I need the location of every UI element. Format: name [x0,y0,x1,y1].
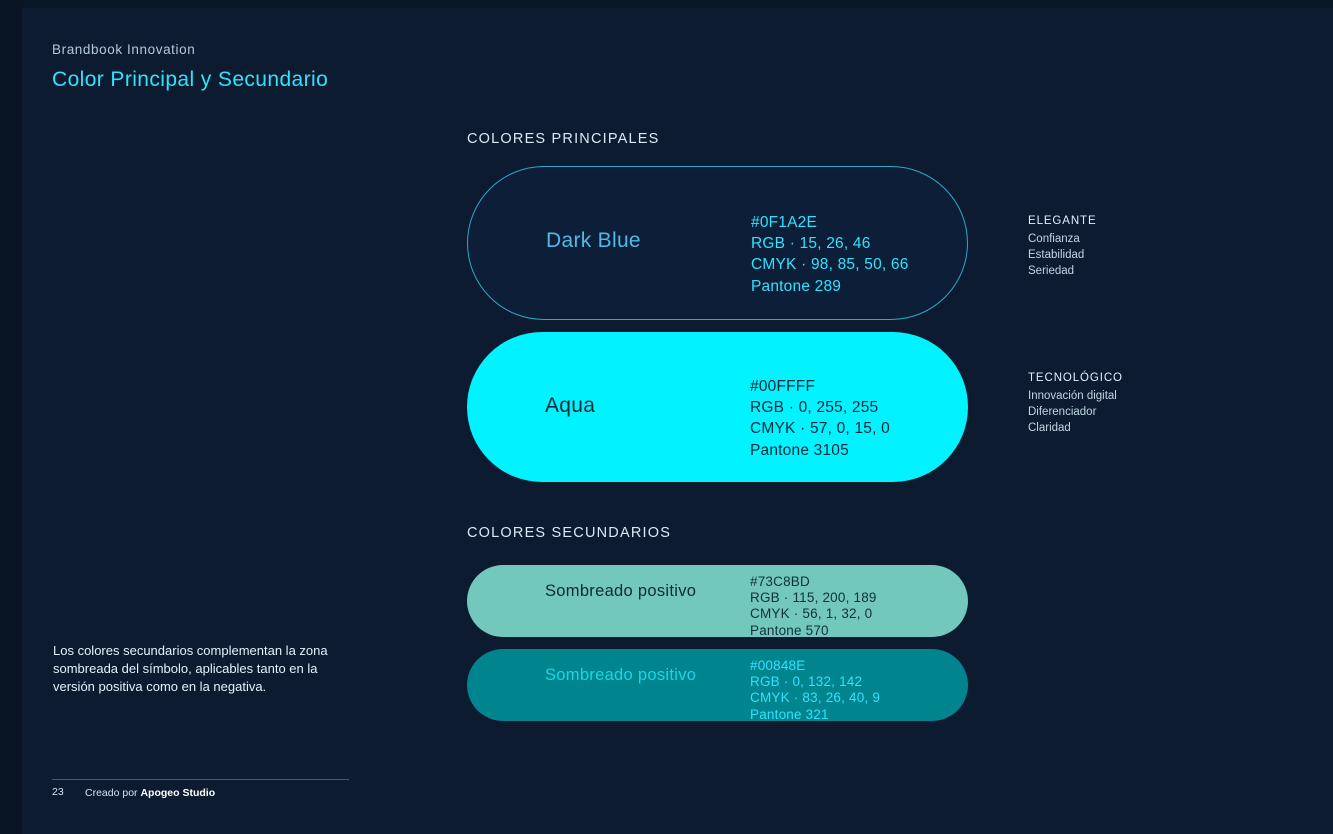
attribute-item: Estabilidad [1028,248,1085,261]
swatch-pantone-dark-blue: Pantone 289 [751,277,842,295]
swatch-cmyk-secondary-one: CMYK · 56, 1, 32, 0 [750,606,873,622]
attribute-item: Seriedad [1028,264,1075,277]
swatch-rgb-secondary-two: RGB · 0, 132, 142 [750,674,863,690]
swatch-pantone-secondary-one: Pantone 570 [750,622,829,638]
footer-divider [52,779,349,780]
attributes-dark-blue [1028,215,1218,280]
attributes-title-aqua: TECNOLÓGICO [1028,372,1123,384]
swatch-hex-secondary-one: #73C8BD [750,574,810,589]
swatch-pantone-secondary-two: Pantone 321 [750,706,829,722]
attribute-item: Claridad [1028,421,1071,434]
footer-credit-prefix: Creado por [85,787,138,799]
top-strip [0,0,1333,8]
page-title: Color Principal y Secundario [52,68,329,91]
swatch-rgb-aqua: RGB · 0, 255, 255 [750,399,879,417]
swatch-name-dark-blue: Dark Blue [546,229,641,252]
swatch-cmyk-aqua: CMYK · 57, 0, 15, 0 [750,420,890,438]
swatch-specs-dark-blue [751,212,909,297]
swatch-hex-secondary-two: #00848E [750,658,806,673]
swatch-dark-blue [467,166,968,320]
swatch-name-aqua: Aqua [545,394,596,417]
swatch-specs-secondary-two [750,658,880,723]
swatch-hex-aqua: #00FFFF [750,378,816,395]
swatch-specs-secondary-one [750,574,877,639]
attribute-item: Confianza [1028,233,1080,245]
swatch-secondary-two [467,649,968,721]
swatch-rgb-dark-blue: RGB · 15, 26, 46 [751,235,871,253]
swatch-cmyk-secondary-two: CMYK · 83, 26, 40, 9 [750,690,881,706]
swatch-specs-aqua [750,376,890,461]
attributes-title-dark-blue: ELEGANTE [1028,215,1097,227]
left-edge-bar [0,0,22,834]
section-label-secondary: COLORES SECUNDARIOS [467,525,672,541]
attributes-aqua [1028,372,1218,437]
section-label-primary: COLORES PRINCIPALES [467,131,660,147]
swatch-name-secondary-two: Sombreado positivo [545,666,697,684]
swatch-name-secondary-one: Sombreado positivo [545,582,697,600]
attribute-item: Diferenciador [1028,405,1097,418]
page-number: 23 [52,786,64,798]
footer-credit [85,787,215,799]
swatch-hex-dark-blue: #0F1A2E [751,214,818,231]
secondary-colors-note: Los colores secundarios complementan la zona sombreada del símbolo, aplicables tanto en la versión positiva como en la negativa. [53,643,328,694]
brandbook-eyebrow: Brandbook Innovation [52,42,196,57]
footer-credit-name: Apogeo Studio [140,787,216,799]
swatch-pantone-aqua: Pantone 3105 [750,441,849,459]
swatch-cmyk-dark-blue: CMYK · 98, 85, 50, 66 [751,256,909,274]
swatch-secondary-one [467,565,968,637]
swatch-aqua [467,332,968,482]
swatch-rgb-secondary-one: RGB · 115, 200, 189 [750,590,877,606]
page-header [52,42,328,92]
attribute-item: Innovación digital [1028,390,1117,402]
